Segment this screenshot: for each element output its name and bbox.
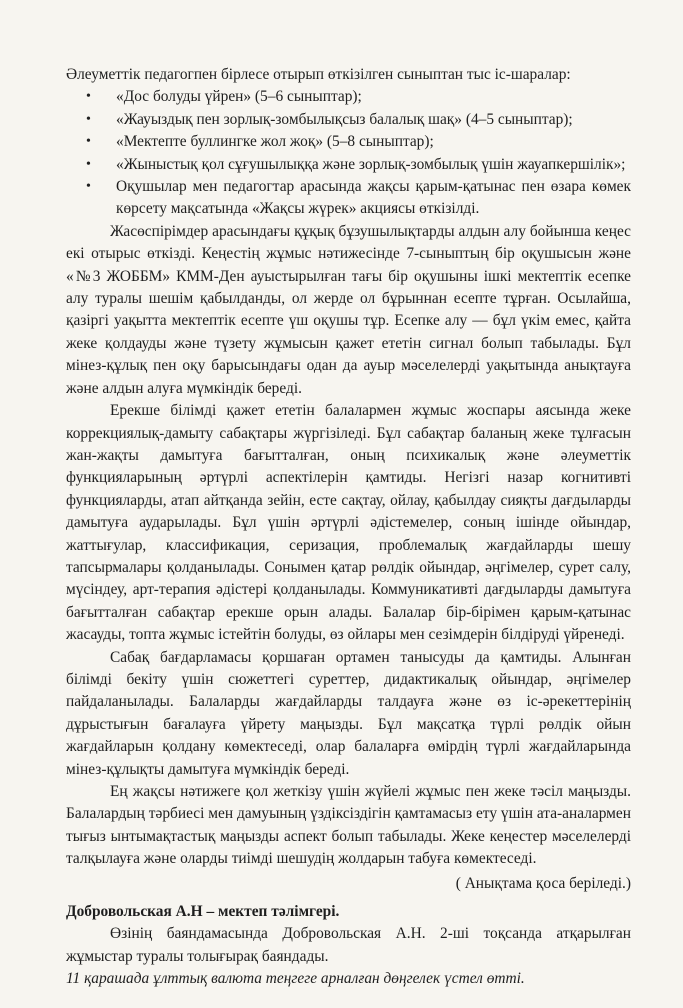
list-item: • Оқушылар мен педагогтар арасында жақсы қарым-қатынас пен өзара көмек көрсету мақсатында «Жақсы жүрек» акциясы өткізілді. <box>100 176 631 221</box>
last-line: 11 қарашада ұлттық валюта теңгеге арналған дөңгелек үстел өтті. <box>66 970 525 988</box>
attachment-note: ( Анықтама қоса беріледі.) <box>455 874 631 892</box>
list-item: • «Жауыздық пен зорлық-зомбылықсыз балалық шақ» (4–5 сыныптар); <box>100 109 631 131</box>
list-item: • «Дос болуды үйрен» (5–6 сыныптар); <box>100 86 631 108</box>
events-list <box>66 86 631 220</box>
list-item: • «Мектепте буллингке жол жоқ» (5–8 сыныптар); <box>100 131 631 153</box>
paragraph-report: Өзінің баяндамасында Добровольская А.Н. 2-ші тоқсанда атқарылған жұмыстар туралы толығырақ баяндады. <box>66 925 631 965</box>
paragraph-special-needs: Ерекше білімді қажет ететін балалармен жұмыс жоспары аясында жеке коррекциялық-дамыту сабақтары жүргізіледі. Бұл сабақтар баланың жеке тұлғасын жан-жақты дамытуға бағытталған, оның психикалық және әлеуметтік функцияларының әртүрлі аспектілерін қамтиды. Негізгі назар когнитивті функцияларды, атап айтқанда зейін, есте сақтау, ойлау, қабылдау сияқты дағдыларды дамытуға аударылады. Бұл үшін әртүрлі әдістемелер, соның ішінде ойындар, жаттығулар, классификация, серизация, проблемалық жағдайларды шешу тапсырмалары қолданылады. Сонымен қатар рөлдік ойындар, әңгімелер, сурет салу, мүсіндеу, арт-терапия әдістері қолданылады. Коммуникативті дағдыларды дамытуға бағытталған сабақтар ерекше орын алады. Балалар бір-бірімен қарым-қатынас жасауды, топта жұмыс істейтін болуды, өз ойлары мен сезімдерін білдіруді үйренеді. <box>66 402 631 644</box>
intro-line: Әлеуметтік педагогпен бірлесе отырып өткізілген сыныптан тыс іс-шаралар: <box>66 66 571 83</box>
paragraph-results: Ең жақсы нәтижеге қол жеткізу үшін жүйелі жұмыс пен жеке тәсіл маңызды. Балалардың тәрбиесі мен дамуының үздіксіздігін қамтамасыз ету үшін ата-аналармен тығыз ынтымақтастық маңызды аспект болып табылады. Жеке кеңестер мәселелерді талқылауға және оларды тиімді шешудің жолдарын табуға көмектеседі. <box>66 783 631 868</box>
section-heading: Добровольская А.Н – мектеп тәлімгері. <box>66 903 340 921</box>
paragraph-prevention-council: Жасөспірімдер арасындағы құқық бұзушылықтарды алдын алу бойынша кеңес екі отырыс өткізді. Кеңестің жұмыс нәтижесінде 7-сыныптың бір оқушысын және «№3 ЖОББМ» КММ-Ден ауыстырылған тағы бір оқушыны ішкі мектептік есепке алу туралы шешім қабылданды, ол жерде ол бұрыннан есепте тұрған. Осылайша, қазіргі уақытта мектептік есепте үш оқушы тұр. Есепке алу — бұл үкім емес, қайта жеке қолдауды және түзету жұмысын қажет ететін сигнал болып табылады. Бұл мінез-құлық пен оқу барысындағы одан да ауыр мәселелерді уақытында анықтауға және алдын алуға мүмкіндік береді. <box>66 222 631 397</box>
list-item: • «Жыныстық қол сұғушылыққа және зорлық-зомбылық үшін жауапкершілік»; <box>100 154 631 176</box>
paragraph-curriculum: Сабақ бағдарламасы қоршаған ортамен танысуды да қамтиды. Алынған білімді бекіту үшін сюжеттегі суреттер, дидактикалық ойындар, әңгімелер пайдаланылады. Балаларды жағдайларды талдауға және өз іс-әрекеттерінің дұрыстығын бағалауға үйрету маңызды. Бұл мақсатқа түрлі рөлдік ойын жағдайларын қолдану көмектеседі, олар балаларға өмірдің түрлі жағдайларында мінез-құлықты дамытуға мүмкіндік береді. <box>66 648 631 778</box>
